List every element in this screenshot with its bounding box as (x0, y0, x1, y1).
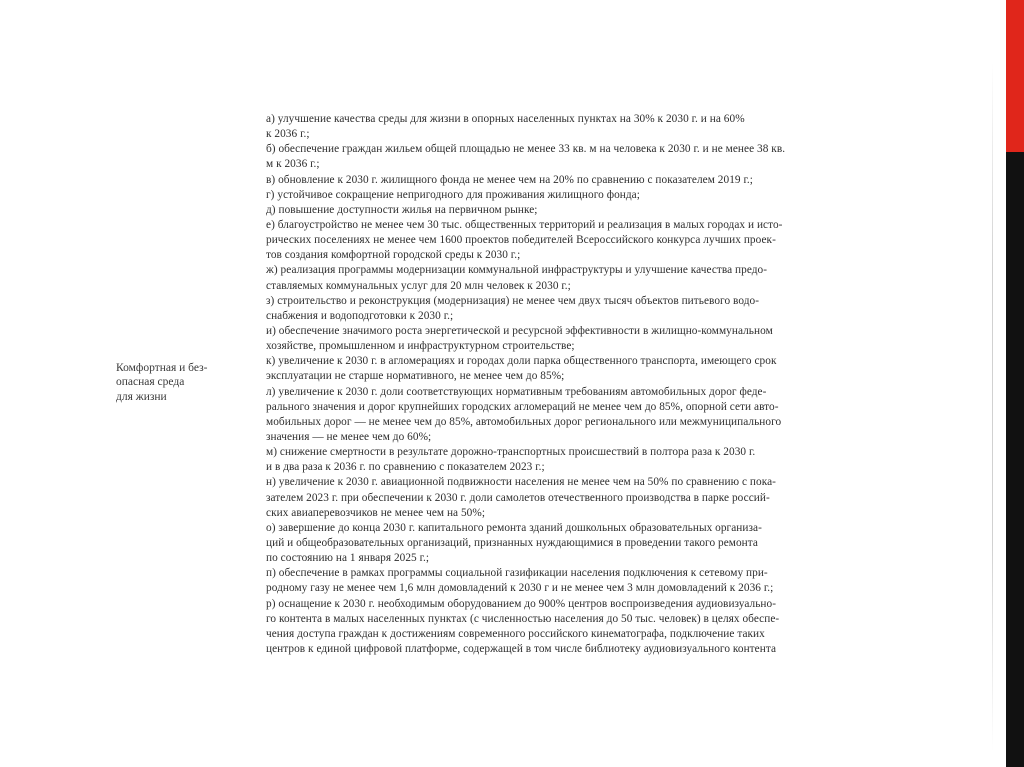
goals-line: рального значения и дорог крупнейших городских агломераций не менее чем до 85%, опорной сети авто- (266, 400, 779, 413)
goals-list (266, 112, 926, 657)
goals-line: е) благоустройство не менее чем 30 тыс. общественных территорий и реализация в малых городах и исто- (266, 218, 783, 231)
goals-line: м к 2036 г.; (266, 158, 320, 171)
goals-line: зателем 2023 г. при обеспечении к 2030 г. доли самолетов отечественного производства в парке россий- (266, 491, 770, 504)
goals-line: о) завершение до конца 2030 г. капитального ремонта зданий дошкольных образовательных организа- (266, 521, 762, 534)
goals-line: родному газу не менее чем 1,6 млн домовладений к 2030 г и не менее чем 3 млн домовладений к 2036 г.; (266, 582, 774, 595)
goals-line: к 2036 г.; (266, 128, 310, 141)
goals-line: з) строительство и реконструкция (модернизация) не менее чем двух тысяч объектов питьевого водо- (266, 294, 760, 307)
goals-line: снабжения и водоподготовки к 2030 г.; (266, 309, 454, 322)
goals-line: тов создания комфортной городской среды к 2030 г.; (266, 249, 521, 262)
goals-line: к) увеличение к 2030 г. в агломерациях и городах доли парка общественного транспорта, имеющего срок (266, 355, 777, 368)
page-edge-shadow (992, 62, 993, 752)
goals-line: и в два раза к 2036 г. по сравнению с показателем 2023 г.; (266, 461, 545, 474)
goals-line: в) обновление к 2030 г. жилищного фонда не менее чем на 20% по сравнению с показателем 2019 г.; (266, 173, 753, 186)
goals-line: б) обеспечение граждан жильем общей площадью не менее 33 кв. м на человека к 2030 г. и не менее 38 кв. (266, 143, 786, 156)
goals-line: го контента в малых населенных пунктах (с численностью населения до 50 тыс. человек) в целях обеспе- (266, 612, 780, 625)
goals-line: р) оснащение к 2030 г. необходимым оборудованием до 900% центров воспроизведения аудиовизуально- (266, 597, 777, 610)
section-label-line: опасная среда (116, 376, 185, 389)
goals-line: н) увеличение к 2030 г. авиационной подвижности населения не менее чем на 50% по сравнению с пока- (266, 476, 776, 489)
goals-line: эксплуатации не старше нормативного, не менее чем до 85%; (266, 370, 565, 383)
goals-line: и) обеспечение значимого роста энергетической и ресурсной эффективности в жилищно-коммунальном (266, 324, 773, 337)
goals-line: ставляемых коммунальных услуг для 20 млн человек к 2030 г.; (266, 279, 571, 292)
goals-line: ций и общеобразовательных организаций, признанных нуждающимися в проведении такого ремонта (266, 536, 758, 549)
goals-line: г) устойчивое сокращение непригодного для проживания жилищного фонда; (266, 188, 640, 201)
goals-line: центров к единой цифровой платформе, содержащей в том числе библиотеку аудиовизуального контента (266, 642, 777, 655)
goals-line: ж) реализация программы модернизации коммунальной инфраструктуры и улучшение качества предо- (266, 264, 768, 277)
section-label-line: для жизни (116, 390, 167, 403)
goals-line: а) улучшение качества среды для жизни в опорных населенных пунктах на 30% к 2030 г. и на 60% (266, 113, 745, 125)
section-label-line: Комфортная и без- (116, 362, 208, 374)
goals-line: м) снижение смертности в результате дорожно-транспортных происшествий в полтора раза к 2030 г. (266, 446, 756, 459)
goals-line: чения доступа граждан к достижениям современного российского кинематографа, подключение таких (266, 627, 765, 640)
black-accent-bar (1006, 152, 1024, 767)
goals-line: л) увеличение к 2030 г. доли соответствующих нормативным требованиям автомобильных дорог феде- (266, 385, 767, 398)
goals-line: значения — не менее чем до 60%; (266, 430, 432, 443)
goals-line: рических поселениях не менее чем 1600 проектов победителей Всероссийского конкурса лучших проек- (266, 234, 776, 247)
goals-line: по состоянию на 1 января 2025 г.; (266, 552, 430, 565)
goals-line: хозяйстве, промышленном и инфраструктурном строительстве; (266, 340, 575, 353)
goals-line: д) повышение доступности жилья на первичном рынке; (266, 203, 538, 216)
goals-line: мобильных дорог — не менее чем до 85%, автомобильных дорог регионального или межмуниципального (266, 415, 782, 428)
goals-line: ских авиаперевозчиков не менее чем на 50%; (266, 506, 486, 519)
red-accent-bar (1006, 0, 1024, 152)
goals-line: п) обеспечение в рамках программы социальной газификации населения подключения к сетевому при- (266, 567, 768, 580)
section-label (116, 361, 256, 404)
